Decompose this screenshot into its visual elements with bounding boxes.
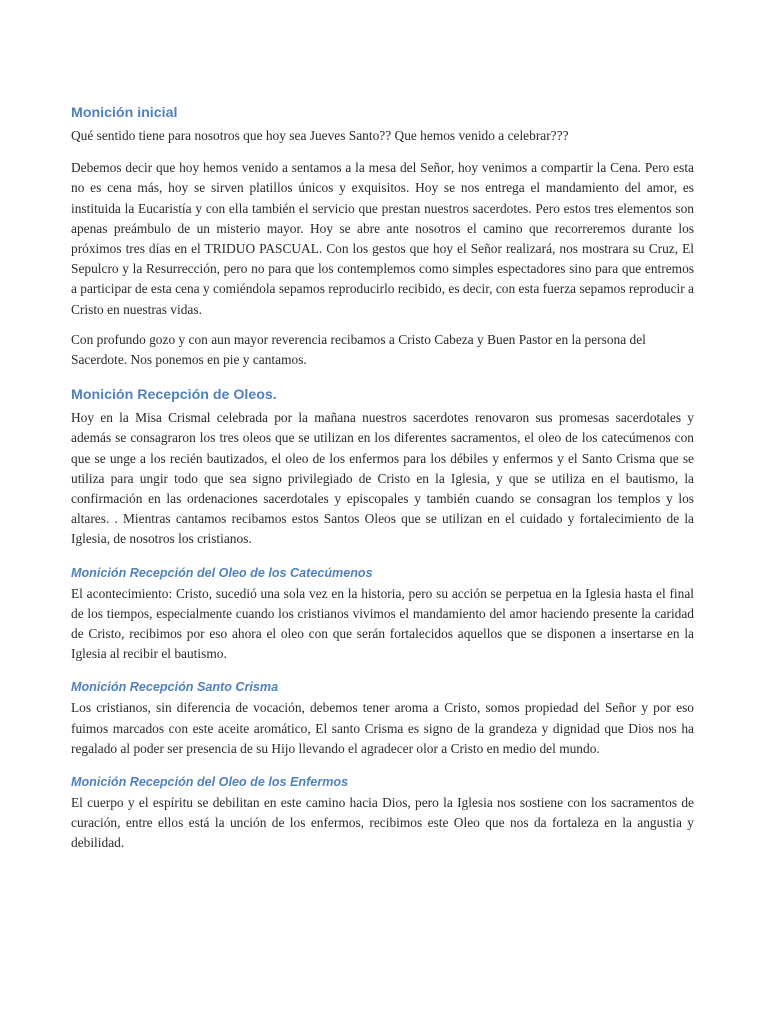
heading-monicion-inicial: Monición inicial [71, 105, 178, 121]
paragraph-enfermos: El cuerpo y el espíritu se debilitan en este camino hacia Dios, pero la Iglesia nos sostiene con los sacramentos de curación, entre ellos está la unción de los enfermos, recibimos este Oleo que nos da fortaleza en la angustia y debilidad. [71, 795, 694, 851]
spacer [71, 664, 694, 679]
paragraph-catecumenos: El acontecimiento: Cristo, sucedió una sola vez en la historia, pero su acción se perpetua en la Iglesia hasta el final de los tiempos, especialmente cuando los cristianos vivimos el mandamiento del amor haciendo presente la caridad de Cristo, recibimos por eso ahora el oleo con que serán fortalecidos aquellos que se disponen a insertarse en la Iglesia al recibir el bautismo. [71, 585, 694, 662]
spacer [71, 320, 694, 330]
spacer [71, 146, 694, 158]
intro-question: Qué sentido tiene para nosotros que hoy sea Jueves Santo?? Que hemos venido a celebrar??? [71, 128, 569, 143]
heading-oleo-catecumenos: Monición Recepción del Oleo de los Catecúmenos [71, 565, 373, 580]
spacer [71, 550, 694, 565]
heading-recepcion-oleos: Monición Recepción de Oleos. [71, 387, 277, 404]
heading-oleo-enfermos: Monición Recepción del Oleo de los Enfermos [71, 775, 349, 790]
paragraph-gozo: Con profundo gozo y con aun mayor reverencia recibamos a Cristo Cabeza y Buen Pastor en la persona del Sacerdote. Nos ponemos en pie y cantamos. [71, 331, 646, 368]
paragraph-misa-crismal: Hoy en la Misa Crismal celebrada por la mañana nuestros sacerdotes renovaron sus promesas sacerdotales y además se consagraron los tres oleos que se utilizan en los diferentes sacramentos, el oleo de los catecúmenos con que se unge a los recién bautizados, el oleo de los enfermos para los débiles y enfermos y el Santo Crisma que se utiliza para ungir todo que sea signo privilegiado de Cristo en la Iglesia, y que se utiliza en el bautismo, la confirmación en las ordenaciones sacerdotales y episcopales y también cuando se consagran los templos y los altares. . Mientras cantamos recibamos estos Santos Oleos que se utilizan en el cuidado y fortalecimiento de la Iglesia, de nosotros los cristianos. [71, 410, 694, 547]
heading-santo-crisma: Monición Recepción Santo Crisma [71, 680, 279, 695]
spacer [71, 370, 694, 385]
paragraph-santo-crisma: Los cristianos, sin diferencia de vocación, debemos tener aroma a Cristo, somos propiedad del Señor y por eso fuimos marcados con este aceite aromático, El santo Crisma es signo de la grandeza y dignidad que Dios nos ha regalado al poder ser presencia de su Hijo llevando el agradecer olor a Cristo en medio del mundo. [71, 700, 694, 756]
paragraph-cena: Debemos decir que hoy hemos venido a sentamos a la mesa del Señor, hoy venimos a compartir la Cena. Pero esta no es cena más, hoy se sirven platillos únicos y exquisitos. Hoy se nos entrega el mandamiento del amor, es instituida la Eucaristía y con ella también el servicio que prestan nuestros sacerdotes. Pero estos tres elementos son apenas preámbulo de un misterio mayor. Hoy se abre ante nosotros el camino que recorreremos durante los próximos tres días en el TRIDUO PASCUAL. Con los gestos que hoy el Señor realizará, nos mostrara su Cruz, El Sepulcro y la Resurrección, pero no para que los contemplemos como simples espectadores sino para que entremos a participar de esta cena y comiéndola sepamos reproducirlo recibido, es decir, con esta fuerza sepamos reproducir a Cristo en nuestras vidas. [71, 160, 694, 317]
document-page [71, 103, 694, 854]
spacer [71, 759, 694, 774]
